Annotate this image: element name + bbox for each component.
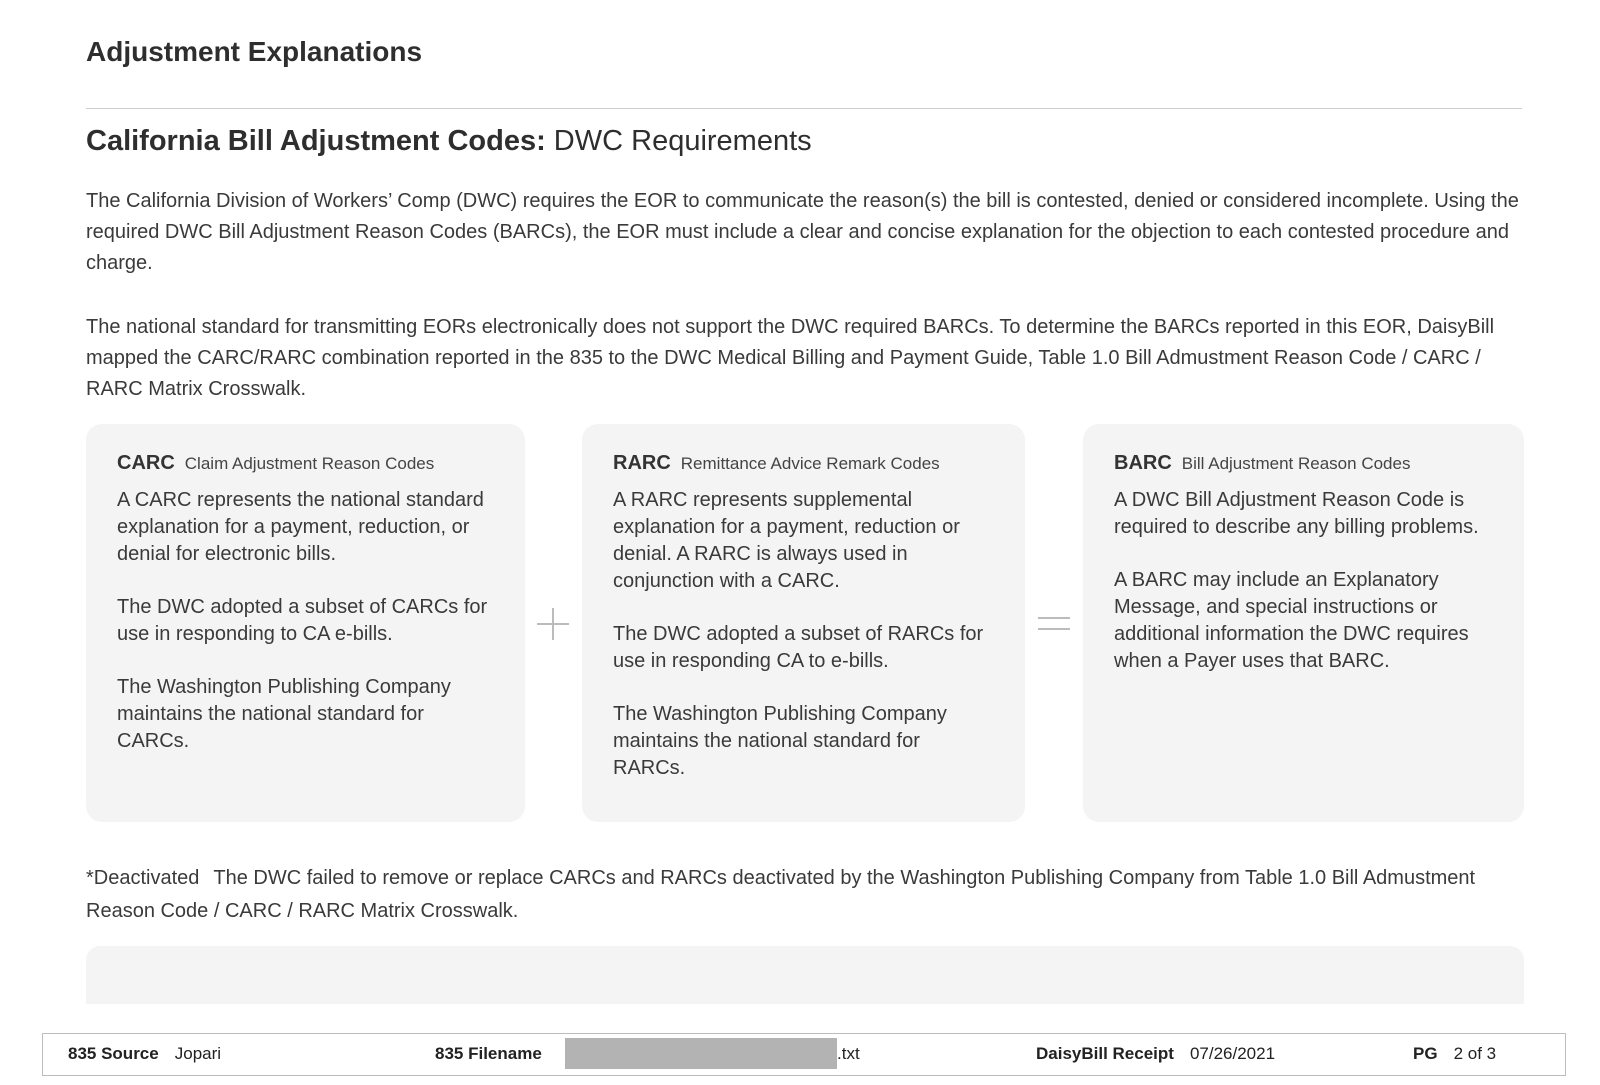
rarc-paragraph: The Washington Publishing Company maintains the national standard for RARCs. [613, 703, 947, 779]
footer-filename-ext: .txt [837, 1044, 860, 1063]
carc-paragraph: The Washington Publishing Company maintains the national standard for CARCs. [117, 676, 451, 752]
footer-filename [435, 1034, 558, 1074]
rarc-subtitle: Remittance Advice Remark Codes [680, 454, 940, 473]
content-panel [86, 946, 1524, 1004]
carc-card-header [117, 452, 495, 475]
intro-paragraph: The California Division of Workers’ Comp (DWC) requires the EOR to communicate the reason(s) the bill is contested, denied or considered incomplete. Using the required DWC Bill Adjustment Reason Codes (BARCs), the EOR must include a clear and concise explanation for the objection to each contested procedure and charge. [86, 190, 1519, 274]
barc-card-header [1114, 452, 1494, 475]
barc-card [1083, 424, 1524, 822]
footer-page-value: 2 of 3 [1453, 1044, 1497, 1063]
equals-icon [1038, 608, 1070, 640]
barc-subtitle: Bill Adjustment Reason Codes [1181, 454, 1411, 473]
footer-source-label: 835 Source [68, 1044, 159, 1063]
rarc-code: RARC [613, 452, 671, 474]
carc-paragraph: The DWC adopted a subset of CARCs for use in responding to CA e-bills. [117, 596, 488, 645]
carc-card [86, 424, 525, 822]
rarc-paragraph: The DWC adopted a subset of RARCs for use in responding CA to e-bills. [613, 623, 984, 672]
barc-paragraph: A BARC may include an Explanatory Message, and special instructions or additional information the DWC requires when a Payer uses that BARC. [1114, 569, 1469, 672]
footer-receipt-value: 07/26/2021 [1189, 1044, 1276, 1063]
header-divider [86, 108, 1522, 109]
footer-source-value: Jopari [174, 1044, 222, 1063]
carc-code: CARC [117, 452, 175, 474]
footer-receipt [1036, 1034, 1275, 1074]
footer-page [1413, 1034, 1496, 1074]
rarc-card-header [613, 452, 995, 475]
footnote-text: The DWC failed to remove or replace CARCs and RARCs deactivated by the Washington Publishing Company from Table 1.0 Bill Admustment Reason Code / CARC / RARC Matrix Crosswalk. [86, 867, 1476, 922]
footer-bar [42, 1033, 1566, 1076]
deactivated-footnote [86, 862, 1526, 928]
mapping-paragraph: The national standard for transmitting EORs electronically does not support the DWC required BARCs. To determine the BARCs reported in this EOR, DaisyBill mapped the CARC/RARC combination reported in the 835 to the DWC Medical Billing and Payment Guide, Table 1.0 Bill Admustment Reason Code / CARC / RARC Matrix Crosswalk. [86, 316, 1495, 400]
rarc-card [582, 424, 1025, 822]
footer-source [68, 1034, 221, 1074]
footer-filename-label: 835 Filename [435, 1044, 542, 1063]
redacted-filename [565, 1038, 837, 1069]
section-title [86, 125, 812, 158]
section-title-rest: DWC Requirements [545, 125, 812, 157]
barc-paragraph: A DWC Bill Adjustment Reason Code is required to describe any billing problems. [1114, 489, 1479, 538]
footnote-label: *Deactivated [86, 867, 200, 889]
footer-page-label: PG [1413, 1044, 1438, 1063]
carc-subtitle: Claim Adjustment Reason Codes [184, 454, 435, 473]
carc-paragraph: A CARC represents the national standard explanation for a payment, reduction, or denial for electronic bills. [117, 489, 484, 565]
plus-icon [537, 608, 569, 640]
page-title: Adjustment Explanations [86, 36, 423, 67]
footer-receipt-label: DaisyBill Receipt [1036, 1044, 1174, 1063]
section-title-bold: California Bill Adjustment Codes: [86, 125, 546, 157]
rarc-paragraph: A RARC represents supplemental explanation for a payment, reduction or denial. A RARC is always used in conjunction with a CARC. [613, 489, 960, 592]
barc-code: BARC [1114, 452, 1172, 474]
